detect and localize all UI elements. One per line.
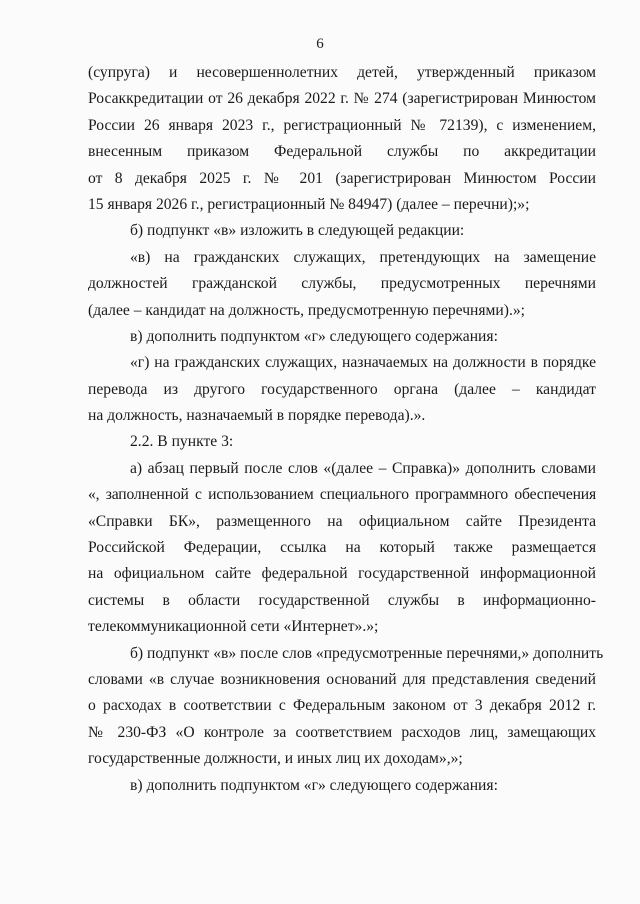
text-line: системы в области государственной службы в информационно- (88, 591, 596, 609)
text-line: на официальном сайте федеральной государственной информационной (88, 565, 596, 583)
text-line: (далее – кандидат на должность, предусмотренную перечнями).»; (88, 301, 525, 319)
text-line: должностей гражданской службы, предусмотренных перечнями (88, 275, 596, 293)
text-line: 2.2. В пункте 3: (130, 433, 234, 451)
text-line: б) подпункт «в» изложить в следующей редакции: (130, 222, 465, 240)
text-line: б) подпункт «в» после слов «предусмотренные перечнями,» дополнить (130, 644, 604, 662)
document-body (88, 60, 604, 799)
text-line: (супруга) и несовершеннолетних детей, утвержденный приказом (88, 64, 596, 81)
text-line: 15 января 2026 г., регистрационный № 84947) (далее – перечни);»; (88, 195, 530, 213)
text-line: словами «в случае возникновения оснований для представления сведений (88, 670, 596, 688)
text-line: «Справки БК», размещенного на официальном сайте Президента (88, 512, 596, 530)
text-line: государственные должности, и иных лиц их доходам»,»; (88, 750, 463, 768)
text-line: перевода из другого государственного органа (далее – кандидат (88, 380, 596, 398)
text-line: «, заполненной с использованием специального программного обеспечения (88, 486, 596, 504)
text-line: в) дополнить подпунктом «г» следующего содержания: (130, 327, 498, 345)
text-line: в) дополнить подпунктом «г» следующего содержания: (130, 776, 498, 794)
text-line: «в) на гражданских служащих, претендующих на замещение (130, 248, 596, 266)
text-line: о расходах в соответствии с Федеральным законом от 3 декабря 2012 г. (88, 697, 596, 715)
text-line: от 8 декабря 2025 г. № 201 (зарегистрирован Минюстом России (88, 169, 596, 187)
text-line: «г) на гражданских служащих, назначаемых на должности в порядке (130, 354, 596, 372)
text-line: № 230-ФЗ «О контроле за соответствием расходов лиц, замещающих (88, 723, 596, 741)
text-line: России 26 января 2023 г., регистрационный № 72139), с изменением, (88, 116, 596, 134)
text-line: Российской Федерации, ссылка на который также размещается (88, 539, 596, 557)
text-line: Росаккредитации от 26 декабря 2022 г. № 274 (зарегистрирован Минюстом (88, 90, 596, 108)
text-line: а) абзац первый после слов «(далее – Справка)» дополнить словами (130, 459, 596, 477)
text-line: на должность, назначаемый в порядке перевода).». (88, 407, 426, 425)
page-number: 6 (316, 36, 324, 52)
text-line: внесенным приказом Федеральной службы по аккредитации (88, 143, 596, 161)
text-line: телекоммуникационной сети «Интернет».»; (88, 618, 379, 636)
